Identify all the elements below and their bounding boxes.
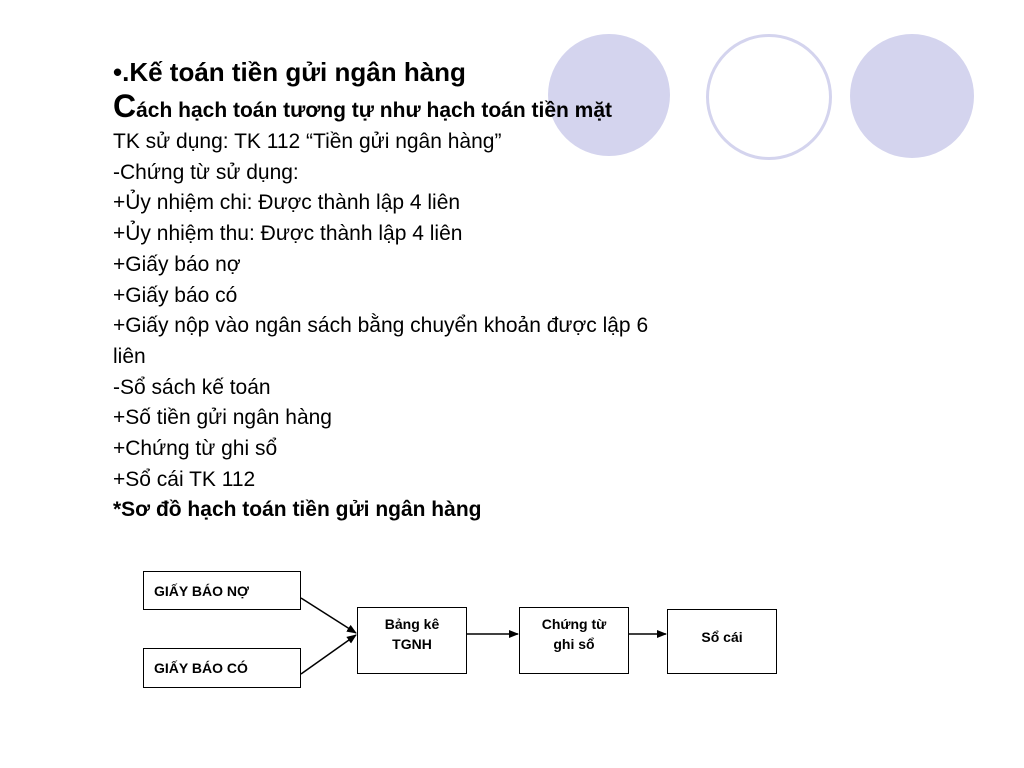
text-line: +Sổ cái TK 112 [113,467,256,491]
text-line: TK sử dụng: TK 112 “Tiền gửi ngân hàng” [113,130,502,153]
box-label: Sổ cái [701,629,743,645]
text-line: +Ủy nhiệm chi: Được thành lập 4 liên [113,191,461,215]
box-label [542,608,607,654]
box-label: GIẤY BÁO CÓ [154,660,248,676]
box-label-line: ghi sổ [553,636,595,652]
arrow-no-to-bangke [301,598,356,633]
box-label-line: Bảng kê [384,616,440,632]
slide-subheading [113,90,793,127]
text-line: +Giấy nộp vào ngân sách bằng chuyển khoản được lập 6 [113,314,649,338]
box-chung-tu-ghi-so [519,607,629,674]
box-bang-ke-tgnh [357,607,467,674]
slide-heading: •.Kế toán tiền gửi ngân hàng [113,57,466,87]
text-line: +Chứng từ ghi sổ [113,437,278,461]
text-line: -Chứng từ sử dụng: [113,160,299,184]
decorative-circle-3 [850,34,974,158]
box-label [385,608,439,654]
box-giay-bao-no [143,571,301,610]
box-so-cai [667,609,777,674]
text-line: +Giấy báo nợ [113,252,241,276]
subheading-rest: ách hạch toán tương tự như hạch toán tiền mặt [136,99,613,122]
box-label-line: Chứng từ [541,616,607,632]
text-line: +Ủy nhiệm thu: Được thành lập 4 liên [113,222,463,246]
box-giay-bao-co [143,648,301,688]
box-label-line: TGNH [392,636,432,652]
slide-text [113,54,793,526]
text-line: -Sổ sách kế toán [113,375,271,399]
subheading-initial: C [113,88,137,124]
text-line: +Số tiền gửi ngân hàng [113,406,332,430]
box-label: GIẤY BÁO NỢ [154,582,249,599]
diagram-title: *Sơ đồ hạch toán tiền gửi ngân hàng [113,498,482,522]
text-line: +Giấy báo có [113,283,238,307]
arrow-co-to-bangke [301,635,356,674]
text-line: liên [113,344,146,368]
